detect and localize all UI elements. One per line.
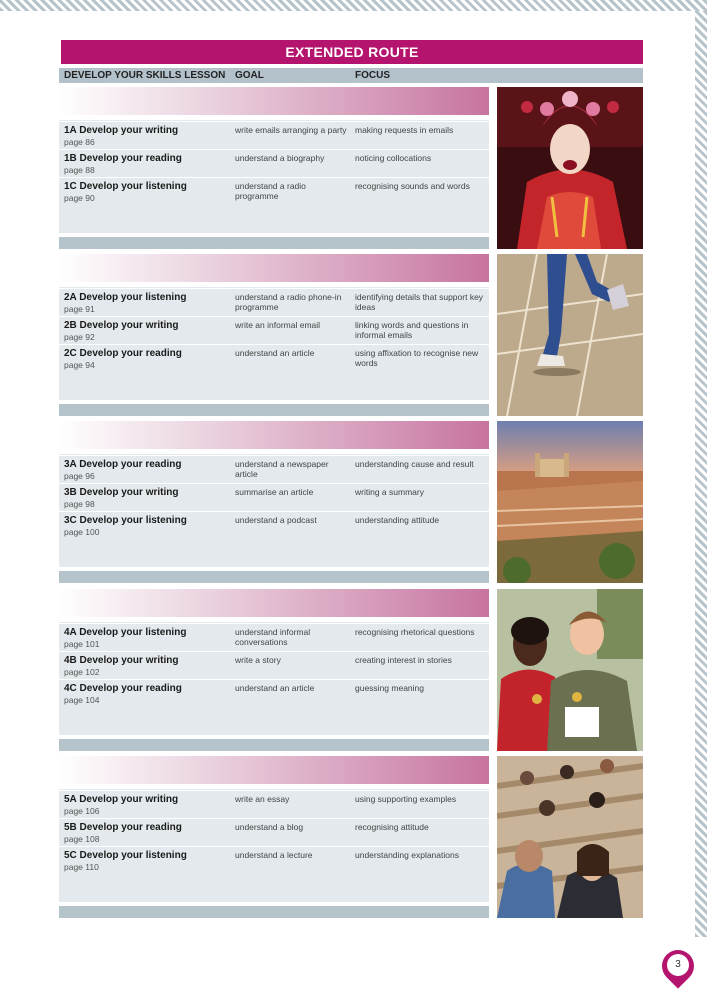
lesson-page: page 88: [64, 165, 95, 175]
lesson-goal: understand a radio programme: [235, 181, 306, 201]
lesson-title: 1C Develop your listening: [64, 181, 187, 192]
right-stripe-border: [695, 11, 707, 937]
hopscotch-legs-photo: [497, 254, 643, 416]
lesson-focus: understanding cause and result: [355, 459, 474, 469]
lesson-page: page 102: [64, 667, 100, 677]
lesson-focus: creating interest in stories: [355, 655, 452, 665]
unit-1: [59, 87, 492, 249]
lesson-focus: recognising rhetorical questions: [355, 627, 475, 637]
lesson-page: page 100: [64, 527, 100, 537]
lesson-focus: using supporting examples: [355, 794, 457, 804]
table-row: [59, 344, 489, 372]
lesson-goal: summarise an article: [235, 487, 314, 497]
lesson-focus: understanding explanations: [355, 850, 459, 860]
lesson-title: 4C Develop your reading: [64, 683, 182, 694]
lesson-page: page 98: [64, 499, 95, 509]
lesson-focus: recognising sounds and words: [355, 181, 470, 191]
lesson-title: 4B Develop your writing: [64, 655, 179, 666]
lesson-title: 1A Develop your writing: [64, 125, 179, 136]
lesson-title: 2A Develop your listening: [64, 292, 187, 303]
lesson-title: 2B Develop your writing: [64, 320, 179, 331]
unit-bottom-bar: [59, 571, 489, 583]
lesson-focus: understanding attitude: [355, 515, 440, 525]
table-header: [59, 68, 643, 83]
lesson-title: 4A Develop your listening: [64, 627, 187, 638]
lesson-goal: understand a blog: [235, 822, 304, 832]
table-row: [59, 455, 489, 483]
lesson-page: page 90: [64, 193, 95, 203]
opera-performer-photo: [497, 87, 643, 249]
lesson-title: 1B Develop your reading: [64, 153, 182, 164]
lesson-page: page 86: [64, 137, 95, 147]
table-row: [59, 818, 489, 846]
lesson-title: 5B Develop your reading: [64, 822, 182, 833]
table-row: [59, 177, 489, 205]
page-title: EXTENDED ROUTE: [61, 40, 643, 64]
table-row: [59, 149, 489, 177]
lesson-goal: understand an article: [235, 348, 315, 358]
lesson-goal: write an essay: [235, 794, 290, 804]
unit-gradient-bar: [59, 589, 489, 617]
top-stripe-border: [0, 0, 707, 11]
table-row: [59, 121, 489, 149]
lesson-title: 3C Develop your listening: [64, 515, 187, 526]
lesson-goal: write a story: [235, 655, 281, 665]
lesson-goal: write emails arranging a party: [235, 125, 347, 135]
lesson-page: page 94: [64, 360, 95, 370]
lesson-page: page 101: [64, 639, 100, 649]
lesson-title: 3A Develop your reading: [64, 459, 182, 470]
page-number: 3: [667, 954, 689, 976]
table-row: [59, 651, 489, 679]
unit-gradient-bar: [59, 254, 489, 282]
header-focus: FOCUS: [355, 70, 390, 81]
lesson-goal: understand a lecture: [235, 850, 313, 860]
table-row: [59, 288, 489, 316]
lesson-focus: identifying details that support key ideas: [355, 292, 484, 312]
header-goal: GOAL: [235, 70, 264, 81]
table-row: [59, 316, 489, 344]
table-row: [59, 790, 489, 818]
lesson-goal: understand a radio phone-in programme: [235, 292, 342, 312]
runners-medals-photo: [497, 589, 643, 751]
lesson-goal: understand a podcast: [235, 515, 317, 525]
table-row: [59, 623, 489, 651]
unit-bottom-bar: [59, 404, 489, 416]
lesson-page: page 92: [64, 332, 95, 342]
lesson-goal: understand a biography: [235, 153, 325, 163]
unit-bottom-bar: [59, 906, 489, 918]
lesson-focus: writing a summary: [355, 487, 424, 497]
lesson-focus: making requests in emails: [355, 125, 454, 135]
unit-4: [59, 589, 492, 751]
lesson-goal: understand informal conversations: [235, 627, 311, 647]
table-row: [59, 511, 489, 539]
lesson-title: 3B Develop your writing: [64, 487, 179, 498]
lesson-focus: noticing collocations: [355, 153, 432, 163]
header-lesson: DEVELOP YOUR SKILLS LESSON: [64, 70, 226, 81]
lesson-page: page 96: [64, 471, 95, 481]
unit-2: [59, 254, 492, 416]
lesson-title: 2C Develop your reading: [64, 348, 182, 359]
lecture-hall-photo: [497, 756, 643, 918]
lesson-page: page 108: [64, 834, 100, 844]
lesson-title: 5C Develop your listening: [64, 850, 187, 861]
lesson-focus: linking words and questions in informal emails: [355, 320, 469, 340]
lesson-goal: understand a newspaper article: [235, 459, 329, 479]
lesson-focus: recognising attitude: [355, 822, 429, 832]
table-row: [59, 679, 489, 707]
table-row: [59, 846, 489, 874]
toledo-city-photo: [497, 421, 643, 583]
unit-5: [59, 756, 492, 918]
unit-3: [59, 421, 492, 583]
lesson-page: page 104: [64, 695, 100, 705]
unit-gradient-bar: [59, 87, 489, 115]
lesson-page: page 110: [64, 862, 99, 872]
lesson-page: page 106: [64, 806, 100, 816]
unit-bottom-bar: [59, 237, 489, 249]
lesson-focus: using affixation to recognise new words: [355, 348, 479, 368]
table-row: [59, 483, 489, 511]
unit-gradient-bar: [59, 756, 489, 784]
lesson-goal: write an informal email: [235, 320, 321, 330]
lesson-title: 5A Develop your writing: [64, 794, 179, 805]
lesson-page: page 91: [64, 304, 95, 314]
unit-gradient-bar: [59, 421, 489, 449]
unit-bottom-bar: [59, 739, 489, 751]
lesson-focus: guessing meaning: [355, 683, 424, 693]
lesson-goal: understand an article: [235, 683, 315, 693]
